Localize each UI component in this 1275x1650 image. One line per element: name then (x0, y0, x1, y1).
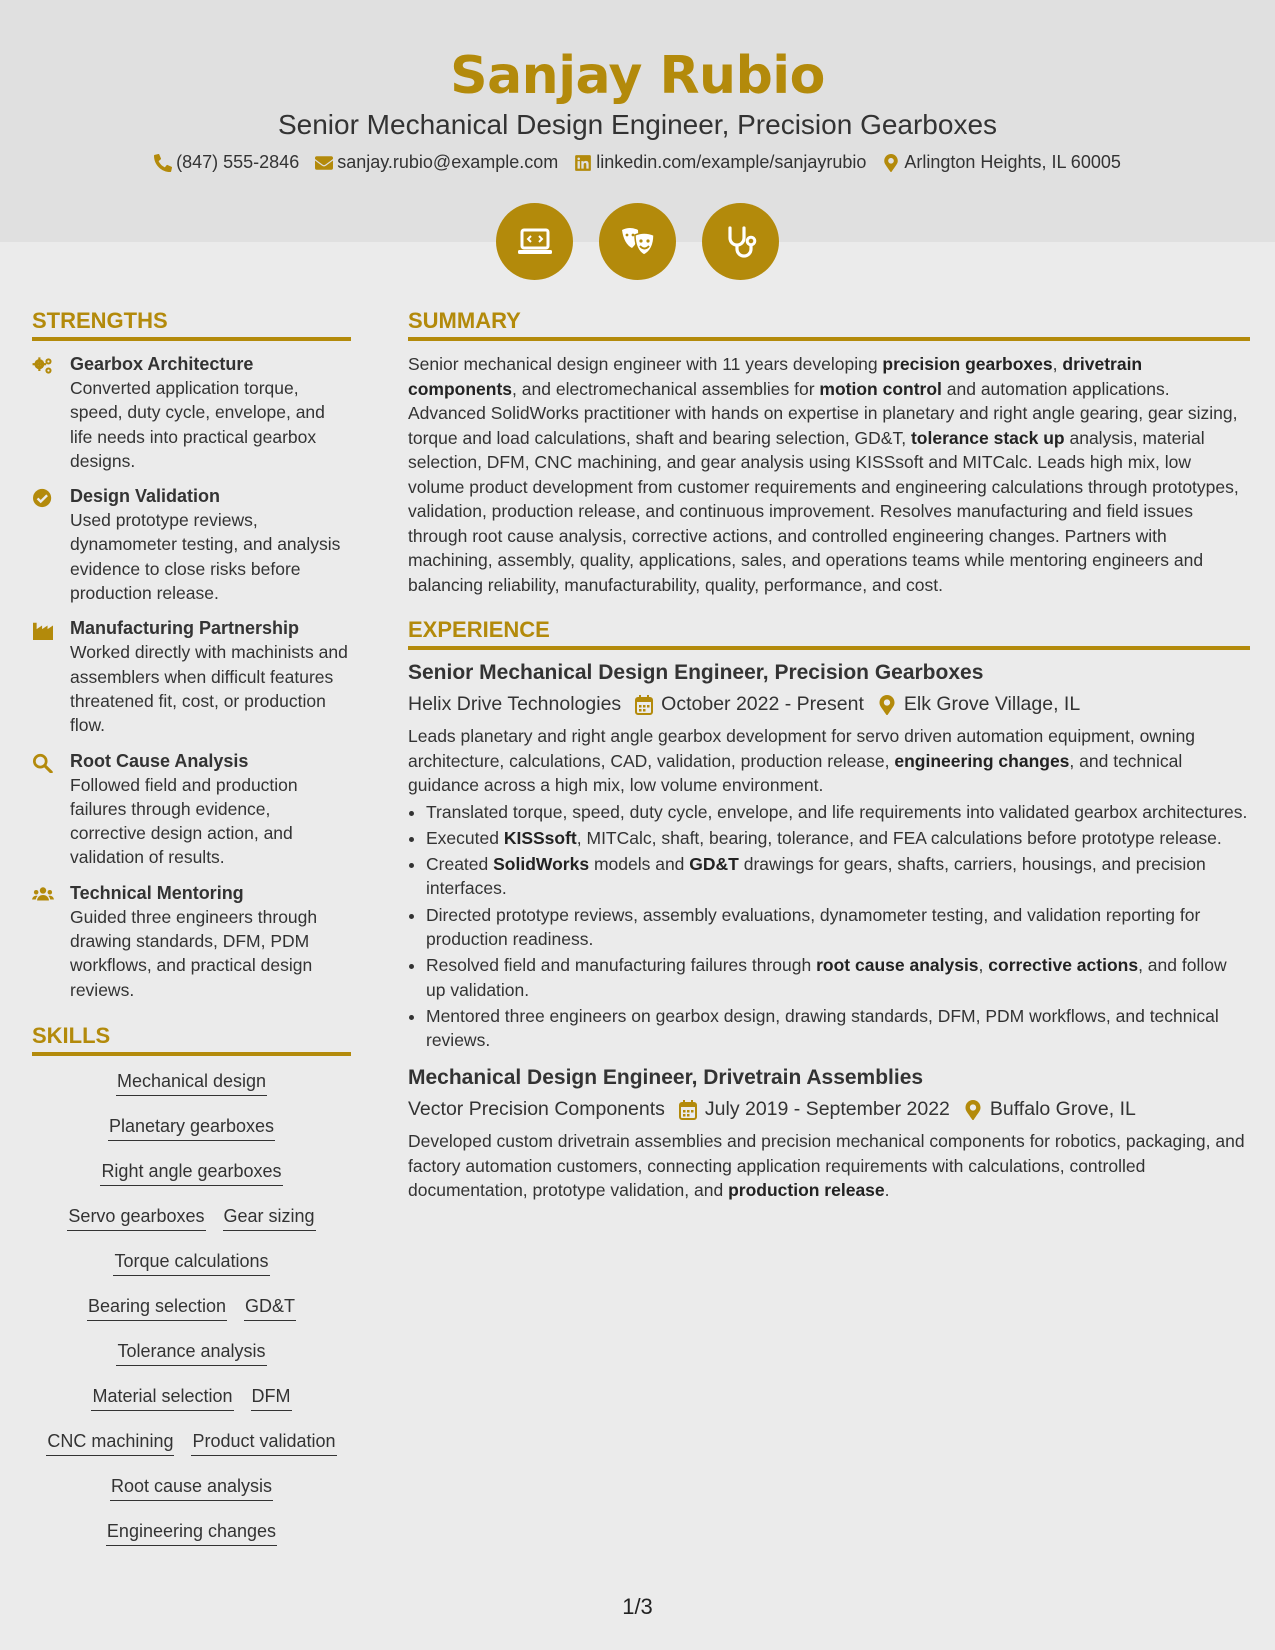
job-location: Elk Grove Village, IL (903, 693, 1081, 715)
calendar-icon (679, 1100, 697, 1120)
strength-item (32, 749, 351, 870)
strengths-heading: STRENGTHS (32, 308, 351, 341)
left-column (32, 308, 351, 1562)
job-meta (408, 693, 1250, 716)
skill-row (32, 1202, 351, 1247)
summary-text (408, 352, 1250, 597)
job-meta (408, 1098, 1250, 1121)
job-company: Helix Drive Technologies (408, 693, 622, 715)
job-title: Senior Mechanical Design Engineer, Precision Gearboxes (408, 661, 984, 684)
job-bullets (408, 800, 1250, 1053)
job-description (408, 724, 1250, 798)
skill-tag: DFM (251, 1382, 292, 1411)
users-icon (32, 885, 54, 905)
job-bullet (426, 903, 1250, 952)
skills-list (32, 1067, 351, 1562)
contact-linkedin[interactable] (574, 152, 866, 173)
gears-icon (32, 356, 54, 376)
skill-tag: Torque calculations (113, 1247, 269, 1276)
stethoscope-icon (721, 222, 761, 262)
linkedin-icon (574, 154, 592, 172)
skill-row (32, 1427, 351, 1472)
bullet-text: drawings for gears, shafts, carriers, housings, and precision interfaces. (426, 854, 1206, 899)
job-desc-text: , and technical guidance across a high mix, low volume environment. (408, 750, 1183, 795)
skill-tag: Material selection (91, 1382, 233, 1411)
contact-location (882, 152, 1120, 173)
job-bullet (426, 800, 1250, 824)
industry-icon (32, 620, 54, 640)
strength-desc: Guided three engineers through drawing standards, DFM, PDM workflows, and practical design reviews. (70, 906, 318, 1000)
summary-bold: precision gearboxes (882, 354, 1053, 374)
strength-desc: Used prototype reviews, dynamometer testing, and analysis evidence to close risks before production release. (70, 510, 341, 604)
phone-icon (154, 154, 172, 172)
job-dates: July 2019 - September 2022 (704, 1098, 950, 1121)
skill-tag: CNC machining (46, 1427, 174, 1456)
bullet-bold: root cause analysis (816, 955, 979, 976)
location-text: Arlington Heights, IL 60005 (904, 152, 1121, 172)
job-title: Mechanical Design Engineer, Drivetrain Assemblies (408, 1066, 924, 1090)
skill-tag: Product validation (191, 1427, 336, 1456)
job-entry (408, 1066, 1250, 1203)
map-marker-icon (878, 695, 896, 715)
job-bullet (426, 826, 1250, 850)
page-number: 1/3 (622, 1594, 653, 1619)
skill-tag: Bearing selection (87, 1292, 227, 1321)
bullet-text: models and (589, 854, 690, 875)
bullet-text: Created (426, 854, 494, 875)
bullet-text: , (978, 955, 989, 976)
check-circle-icon (32, 488, 54, 508)
summary-heading: SUMMARY (408, 308, 1250, 341)
strength-title: Manufacturing Partnership (70, 618, 300, 639)
job-location: Buffalo Grove, IL (989, 1098, 1136, 1121)
summary-text: analysis, material selection, DFM, CNC machining, and gear analysis using KISSsoft and MITCalc. Leads high mix, low volume product development from customer requirements and engineering calculations through prototypes, validation, production release, and continuous improvement. Resolves manufacturing and field issues through root cause analysis, corrective actions, and controlled engineering changes. Partners with machining, assembly, quality, applications, sales, and operations teams while mentoring engineers and balancing reliability, manufacturability, quality, performance, and cost. (408, 427, 1239, 595)
skill-tag: Mechanical design (116, 1067, 267, 1096)
summary-text: , and electromechanical assemblies for (512, 378, 820, 399)
interest-circle-laptop (496, 203, 573, 280)
laptop-code-icon (515, 222, 555, 262)
job-desc-text: Leads planetary and right angle gearbox development for servo driven automation equipment, owning architecture, calculations, CAD, validation, production release, (408, 726, 1196, 771)
calendar-icon (635, 695, 653, 715)
bullet-bold: corrective actions (988, 955, 1139, 976)
skill-tag: Right angle gearboxes (100, 1157, 282, 1186)
map-marker-icon (882, 154, 900, 172)
skill-tag: GD&T (244, 1292, 296, 1321)
skill-row (32, 1382, 351, 1427)
skill-row (32, 1247, 351, 1292)
experience-heading: EXPERIENCE (408, 617, 1250, 650)
interest-circle-masks (599, 203, 676, 280)
envelope-icon (315, 154, 333, 172)
contact-row (0, 152, 1275, 173)
bullet-text: Directed prototype reviews, assembly evaluations, dynamometer testing, and validation reporting for production readiness. (426, 904, 1201, 949)
bullet-text: Executed (426, 827, 504, 848)
linkedin-text: linkedin.com/example/sanjayrubio (596, 152, 867, 172)
skill-row (32, 1067, 351, 1112)
skills-heading: SKILLS (32, 1023, 351, 1056)
skill-row (32, 1472, 351, 1517)
candidate-headline: Senior Mechanical Design Engineer, Precision Gearboxes (277, 109, 998, 140)
strength-desc: Worked directly with machinists and assemblers when difficult features threatened fit, cost, or production flow. (70, 642, 348, 736)
email-text: sanjay.rubio@example.com (337, 152, 559, 172)
job-dates: October 2022 - Present (661, 693, 864, 715)
skill-tag: Planetary gearboxes (108, 1112, 275, 1141)
job-bullet (426, 852, 1250, 901)
strength-item (32, 881, 351, 1002)
experience-list (408, 661, 1250, 1203)
job-description (408, 1129, 1250, 1203)
strength-desc: Converted application torque, speed, duty cycle, envelope, and life needs into practical gearbox designs. (70, 378, 325, 471)
right-column (408, 308, 1250, 1203)
skill-row (32, 1157, 351, 1202)
job-desc-text: . (884, 1180, 890, 1201)
candidate-name: Sanjay Rubio (450, 46, 825, 106)
summary-text: and automation applications. Advanced SolidWorks practitioner with hands on expertise in planetary and right angle gearing, gear sizing, torque and load calculations, shaft and bearing selection, GD&T, (408, 378, 1238, 448)
bullet-text: Mentored three engineers on gearbox design, drawing standards, DFM, PDM workflows, and technical reviews. (426, 1005, 1219, 1051)
job-desc-text: Developed custom drivetrain assemblies and precision mechanical components for robotics, packaging, and factory automation customers, connecting application requirements with calculations, controlled documentation, prototype validation, and (408, 1131, 1245, 1201)
skill-tag: Gear sizing (223, 1202, 316, 1231)
search-icon (32, 753, 54, 773)
job-bullet (426, 953, 1250, 1002)
skill-row (32, 1112, 351, 1157)
summary-bold: drivetrain components (408, 354, 1143, 399)
strength-title: Gearbox Architecture (70, 354, 254, 374)
bullet-bold: KISSsoft (503, 827, 577, 848)
strength-item (32, 484, 351, 605)
bullet-text: , MITCalc, shaft, bearing, tolerance, and FEA calculations before prototype release. (576, 827, 1222, 848)
bullet-text: , and follow up validation. (426, 955, 1227, 1000)
job-desc-bold: engineering changes (894, 750, 1070, 771)
summary-bold: tolerance stack up (910, 427, 1065, 448)
skill-tag: Root cause analysis (110, 1472, 273, 1501)
strength-desc: Followed field and production failures through evidence, corrective design action, and validation of results. (70, 774, 298, 868)
job-bullet (426, 1004, 1250, 1053)
strength-item (32, 616, 351, 737)
bullet-bold: SolidWorks (493, 854, 590, 875)
job-desc-bold: production release (728, 1180, 885, 1201)
summary-text: , (1052, 354, 1063, 374)
skill-tag: Tolerance analysis (116, 1337, 266, 1366)
contact-phone[interactable] (154, 152, 299, 173)
job-entry (408, 661, 1250, 1052)
summary-text: Senior mechanical design engineer with 11 years developing (408, 354, 883, 374)
strength-title: Design Validation (70, 486, 221, 507)
phone-text: (847) 555-2846 (176, 152, 300, 172)
bullet-text: Resolved field and manufacturing failures through (426, 955, 817, 976)
theater-masks-icon (618, 222, 658, 262)
summary-bold: motion control (819, 378, 942, 399)
skill-row (32, 1337, 351, 1382)
skill-tag: Engineering changes (106, 1517, 277, 1546)
skill-tag: Servo gearboxes (67, 1202, 205, 1231)
skill-row (32, 1517, 351, 1562)
bullet-bold: GD&T (689, 854, 739, 875)
skill-row (32, 1292, 351, 1337)
contact-email[interactable] (315, 152, 558, 173)
strength-title: Technical Mentoring (70, 882, 244, 903)
interest-icons (0, 203, 1275, 280)
strength-item (32, 352, 351, 473)
interest-circle-stethoscope (702, 203, 779, 280)
bullet-text: Translated torque, speed, duty cycle, envelope, and life requirements into validated gearbox architectures. (426, 801, 1248, 822)
strength-title: Root Cause Analysis (70, 750, 249, 771)
map-marker-icon (964, 1100, 982, 1120)
job-company: Vector Precision Components (408, 1098, 665, 1121)
